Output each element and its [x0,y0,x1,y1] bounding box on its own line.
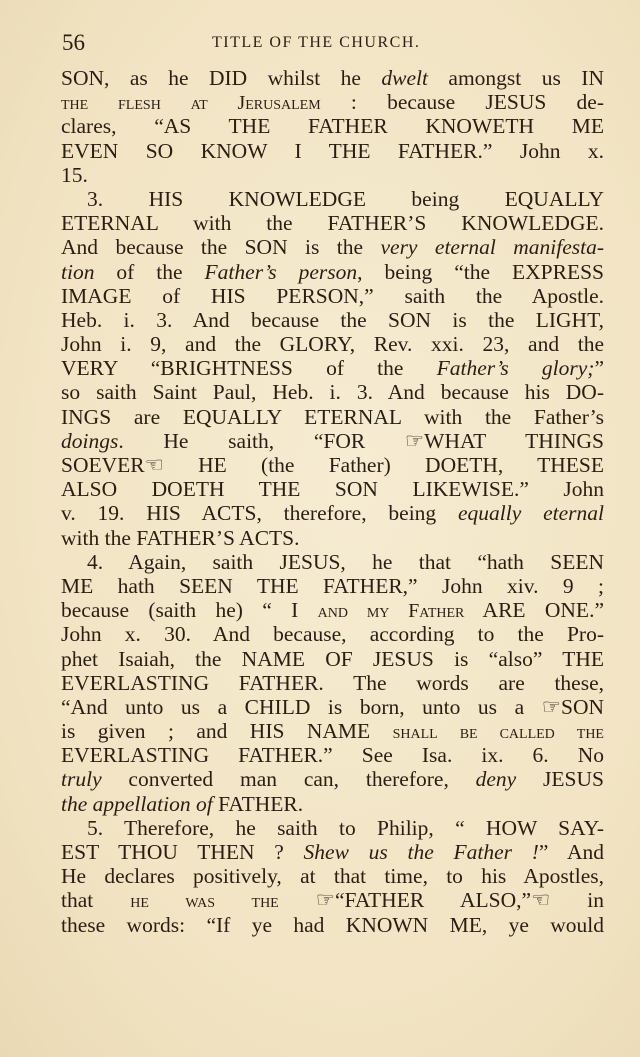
text-line: tion of the Father’s person, being “the EXPRESS [61,259,604,284]
text-line: IMAGE of HIS PERSON,” saith the Apostle. [61,283,604,308]
text-line: INGS are EQUALLY ETERNAL with the Father’s [61,404,604,429]
text-line: truly converted man can, therefore, deny JESUS [61,767,604,792]
text-line: so saith Saint Paul, Heb. i. 3. And because his DO- [61,380,604,405]
text-line: clares, “AS THE FATHER KNOWETH ME [61,114,604,139]
text-line: EVERLASTING FATHER. The words are these, [61,670,604,695]
text-line: 3. HIS KNOWLEDGE being EQUALLY [87,186,604,211]
text-line: John i. 9, and the GLORY, Rev. xxi. 23, and the [61,332,604,357]
text-line: 4. Again, saith JESUS, he that “hath SEEN [87,549,604,574]
text-line: the appellation of FATHER. [61,791,304,816]
text-line: that he was the ☞“FATHER ALSO,”☜ in [61,888,604,913]
text-line: EVEN SO KNOW I THE FATHER.” John x. [61,138,604,163]
text-line: Heb. i. 3. And because the SON is the LIGHT, [61,307,604,332]
text-line: these words: “If ye had KNOWN ME, ye would [61,912,604,937]
text-line: He declares positively, at that time, to his Apostles, [61,864,604,889]
text-line: v. 19. HIS ACTS, therefore, being equally eternal [61,501,604,526]
text-line: EVERLASTING FATHER.” See Isa. ix. 6. No [61,743,604,768]
text-line: John x. 30. And because, according to the Pro- [61,622,604,647]
page-header [62,30,578,58]
text-line: ALSO DOETH THE SON LIKEWISE.” John [61,477,604,502]
text-line: SOEVER☜ HE (the Father) DOETH, THESE [61,453,604,477]
text-line: doings. He saith, “FOR ☞WHAT THINGS [61,428,604,453]
text-line: VERY “BRIGHTNESS of the Father’s glory;” [61,356,604,381]
page-number: 56 [62,30,85,55]
text-line: 15. [61,162,88,187]
page-body-text [61,66,604,937]
text-line: the flesh at Jerusalem : because JESUS de- [61,90,604,115]
running-title: TITLE OF THE CHURCH. [212,34,421,51]
text-line: ME hath SEEN THE FATHER,” John xiv. 9 ; [61,573,604,598]
text-line: EST THOU THEN ? Shew us the Father !” And [61,840,604,864]
text-line: “And unto us a CHILD is born, unto us a ☞SON [61,694,604,719]
text-line: 5. Therefore, he saith to Philip, “ HOW SAY- [87,815,604,840]
text-line: is given ; and HIS NAME shall be called the [61,719,604,744]
text-line: with the FATHER’S ACTS. [61,525,300,550]
text-line: phet Isaiah, the NAME OF JESUS is “also” THE [61,646,604,671]
text-line: ETERNAL with the FATHER’S KNOWLEDGE. [61,211,604,236]
text-line: SON, as he DID whilst he dwelt amongst us IN [61,66,604,90]
text-line: because (saith he) “ I and my Father ARE ONE.” [61,598,604,623]
text-line: And because the SON is the very eternal manifesta- [61,235,604,260]
